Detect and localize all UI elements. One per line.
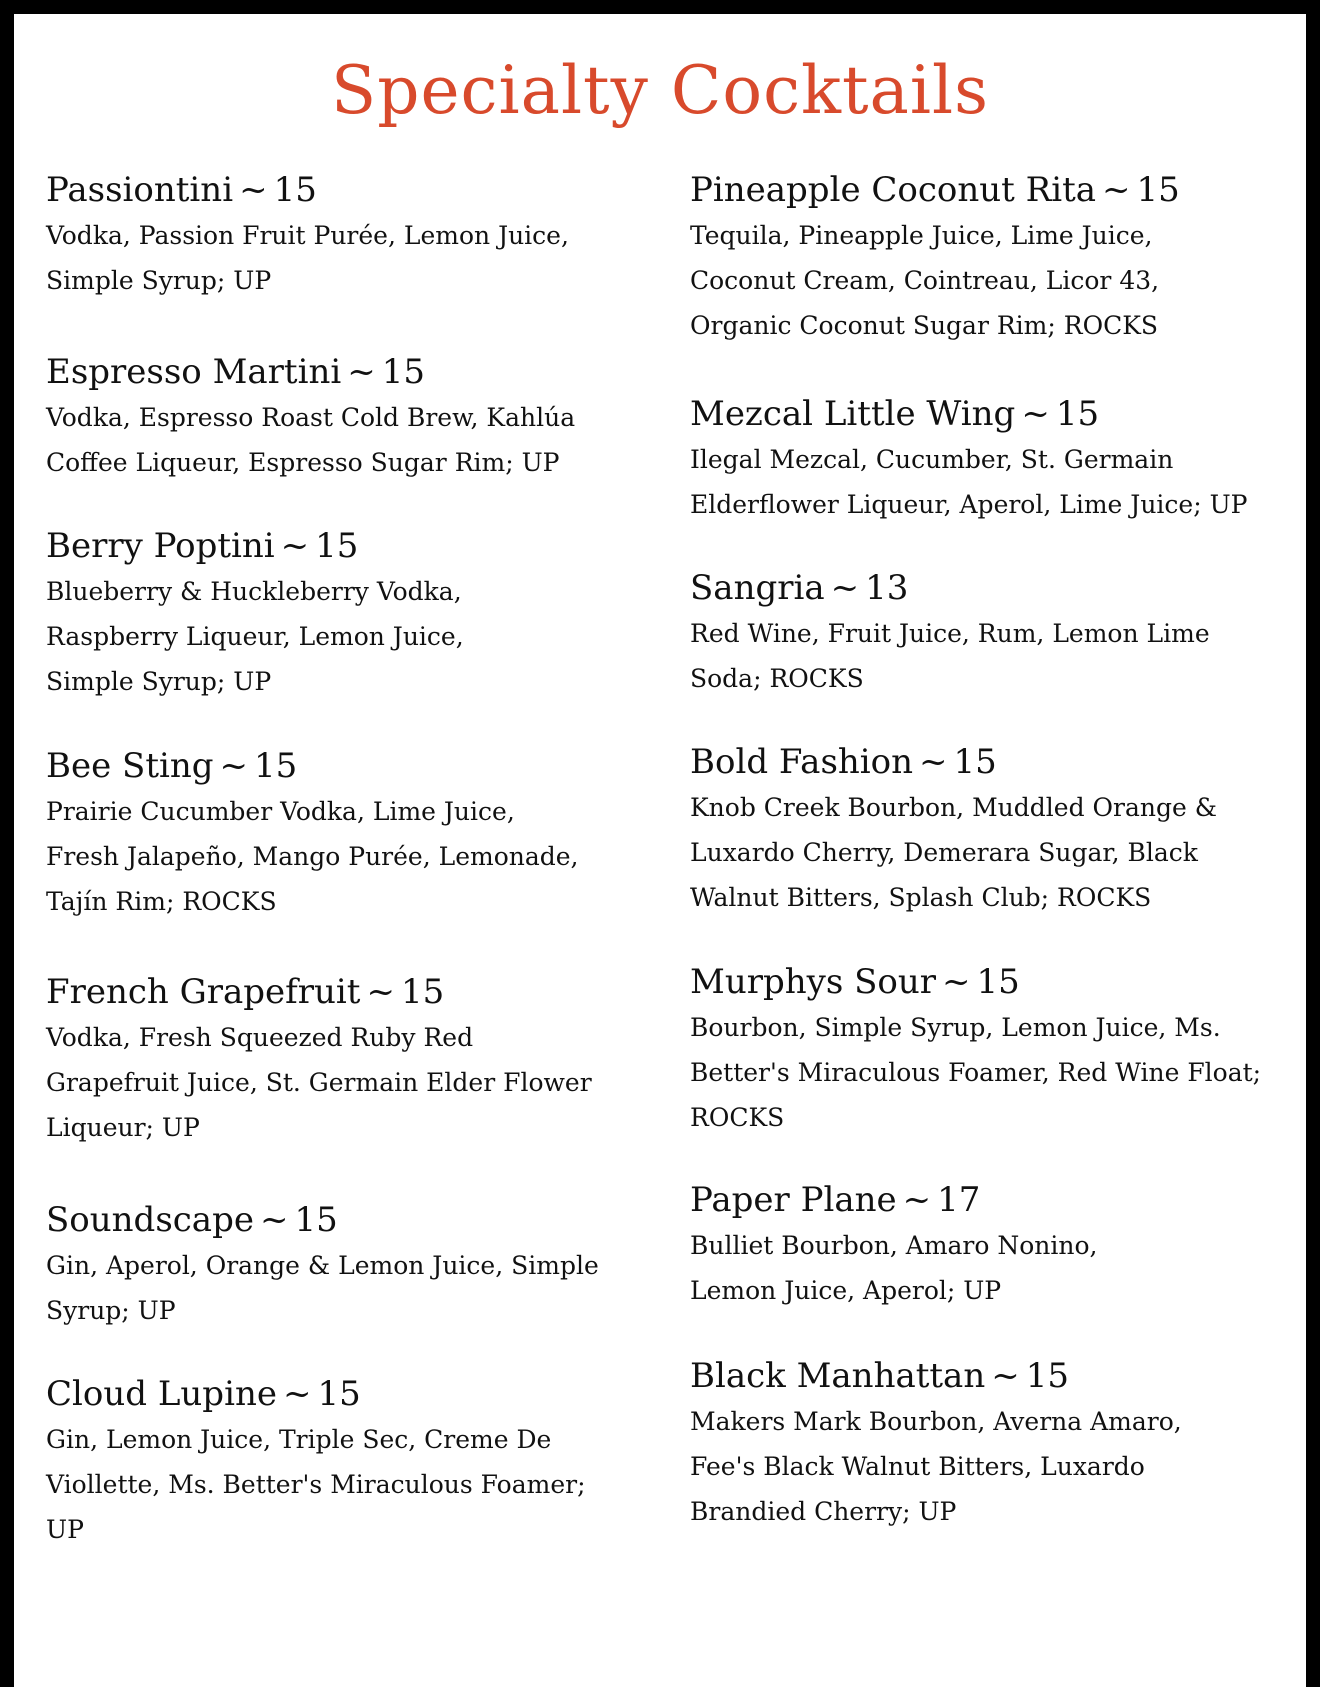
description-line: Tajín Rim; ROCKS (46, 886, 277, 916)
cocktail-name-line: Murphys Sour ~ 15 (690, 962, 1020, 1002)
cocktail-price: 15 (315, 526, 359, 566)
cocktail-item (46, 1374, 666, 1552)
cocktail-description (46, 1015, 666, 1150)
description-line: Raspberry Liqueur, Lemon Juice, (46, 621, 464, 651)
description-line: Fresh Jalapeño, Mango Purée, Lemonade, (46, 841, 579, 871)
cocktail-name: Pineapple Coconut Rita (690, 170, 1097, 210)
cocktail-item (46, 526, 666, 704)
cocktail-description (690, 611, 1306, 701)
cocktail-name: Espresso Martini (46, 352, 342, 392)
cocktail-price: 15 (254, 746, 298, 786)
description-line: Walnut Bitters, Splash Club; ROCKS (690, 882, 1152, 912)
cocktail-name-line: French Grapefruit ~ 15 (46, 972, 445, 1012)
cocktail-name-line: Bee Sting ~ 15 (46, 746, 298, 786)
cocktail-item (690, 170, 1306, 348)
description-line: Knob Creek Bourbon, Muddled Orange & (690, 792, 1217, 822)
cocktail-item (690, 568, 1306, 701)
description-line: Gin, Aperol, Orange & Lemon Juice, Simple (46, 1250, 599, 1280)
cocktail-name: Paper Plane (690, 1180, 897, 1220)
cocktail-price: 15 (1136, 170, 1180, 210)
description-line: Bulliet Bourbon, Amaro Nonino, (690, 1230, 1098, 1260)
cocktail-name-line: Mezcal Little Wing ~ 15 (690, 394, 1100, 434)
cocktail-item (46, 170, 666, 303)
cocktail-price: 15 (1025, 1356, 1069, 1396)
description-line: Grapefruit Juice, St. Germain Elder Flower (46, 1067, 592, 1097)
description-line: ROCKS (690, 1102, 785, 1132)
description-line: Red Wine, Fruit Juice, Rum, Lemon Lime (690, 618, 1210, 648)
cocktail-item (690, 962, 1306, 1140)
cocktail-item (46, 1200, 666, 1333)
cocktail-name-line: Pineapple Coconut Rita ~ 15 (690, 170, 1180, 210)
cocktail-price: 13 (865, 568, 909, 608)
cocktail-name: Sangria (690, 568, 825, 608)
cocktail-name: Cloud Lupine (46, 1374, 277, 1414)
description-line: Brandied Cherry; UP (690, 1496, 957, 1526)
cocktail-name: Passiontini (46, 170, 234, 210)
menu-page (14, 14, 1306, 1687)
description-line: Vodka, Fresh Squeezed Ruby Red (46, 1022, 474, 1052)
cocktail-name-line: Bold Fashion ~ 15 (690, 742, 997, 782)
cocktail-price: 15 (381, 352, 425, 392)
description-line: Bourbon, Simple Syrup, Lemon Juice, Ms. (690, 1012, 1221, 1042)
cocktail-price: 15 (317, 1374, 361, 1414)
cocktail-name-line: Berry Poptini ~ 15 (46, 526, 359, 566)
cocktail-item (46, 972, 666, 1150)
description-line: Organic Coconut Sugar Rim; ROCKS (690, 310, 1159, 340)
description-line: Liqueur; UP (46, 1112, 200, 1142)
cocktail-description (690, 213, 1306, 348)
description-line: Soda; ROCKS (690, 663, 864, 693)
description-line: Viollette, Ms. Better's Miraculous Foamer; (46, 1469, 586, 1499)
cocktail-name-line: Sangria ~ 13 (690, 568, 909, 608)
cocktail-name: Murphys Sour (690, 962, 937, 1002)
cocktail-description (46, 213, 666, 303)
cocktail-price: 15 (273, 170, 317, 210)
cocktail-description (46, 789, 666, 924)
cocktail-item (46, 746, 666, 924)
cocktail-item (690, 1180, 1306, 1313)
description-line: Fee's Black Walnut Bitters, Luxardo (690, 1451, 1145, 1481)
description-line: Gin, Lemon Juice, Triple Sec, Creme De (46, 1424, 552, 1454)
cocktail-name: Black Manhattan (690, 1356, 986, 1396)
cocktail-name-line: Soundscape ~ 15 (46, 1200, 338, 1240)
menu-title: Specialty Cocktails (331, 52, 989, 129)
description-line: Tequila, Pineapple Juice, Lime Juice, (690, 220, 1153, 250)
description-line: Elderflower Liqueur, Aperol, Lime Juice; UP (690, 489, 1248, 519)
cocktail-name: Bee Sting (46, 746, 214, 786)
cocktail-item (690, 394, 1306, 527)
cocktail-description (46, 1417, 666, 1552)
description-line: Coconut Cream, Cointreau, Licor 43, (690, 265, 1160, 295)
description-line: Syrup; UP (46, 1295, 176, 1325)
cocktail-price: 15 (976, 962, 1020, 1002)
description-line: Blueberry & Huckleberry Vodka, (46, 576, 462, 606)
cocktail-price: 15 (400, 972, 445, 1012)
description-line: Ilegal Mezcal, Cucumber, St. Germain (690, 444, 1174, 474)
description-line: Vodka, Passion Fruit Purée, Lemon Juice, (46, 220, 569, 250)
cocktail-item (46, 352, 666, 485)
description-line: Coffee Liqueur, Espresso Sugar Rim; UP (46, 447, 560, 477)
cocktail-description (690, 1399, 1306, 1534)
description-line: Makers Mark Bourbon, Averna Amaro, (690, 1406, 1182, 1436)
cocktail-description (690, 1223, 1306, 1313)
cocktail-price: 15 (1055, 394, 1100, 434)
description-line: Lemon Juice, Aperol; UP (690, 1275, 1002, 1305)
description-line: Simple Syrup; UP (46, 666, 272, 696)
cocktail-price: 17 (937, 1180, 981, 1220)
description-line: Simple Syrup; UP (46, 265, 272, 295)
cocktail-name-line: Passiontini ~ 15 (46, 170, 317, 210)
cocktail-description (46, 569, 666, 704)
cocktail-name-line: Cloud Lupine ~ 15 (46, 1374, 361, 1414)
cocktail-description (690, 437, 1306, 527)
cocktail-name: Bold Fashion (690, 742, 914, 782)
cocktail-description (690, 1005, 1306, 1140)
cocktail-price: 15 (953, 742, 997, 782)
cocktail-item (690, 742, 1306, 920)
description-line: Prairie Cucumber Vodka, Lime Juice, (46, 796, 515, 826)
cocktail-description (46, 1243, 666, 1333)
cocktail-name: French Grapefruit (46, 972, 361, 1012)
cocktail-name: Mezcal Little Wing (690, 394, 1016, 434)
cocktail-description (46, 395, 666, 485)
cocktail-description (690, 785, 1306, 920)
cocktail-name: Berry Poptini (46, 526, 275, 566)
cocktail-name-line: Black Manhattan ~ 15 (690, 1356, 1069, 1396)
description-line: Vodka, Espresso Roast Cold Brew, Kahlúa (46, 402, 576, 432)
cocktail-name: Soundscape (46, 1200, 254, 1240)
cocktail-name-line: Espresso Martini ~ 15 (46, 352, 425, 392)
description-line: UP (46, 1514, 84, 1544)
cocktail-name-line: Paper Plane ~ 17 (690, 1180, 981, 1220)
description-line: Better's Miraculous Foamer, Red Wine Float; (690, 1057, 1262, 1087)
cocktail-item (690, 1356, 1306, 1534)
description-line: Luxardo Cherry, Demerara Sugar, Black (690, 837, 1198, 867)
cocktail-price: 15 (294, 1200, 338, 1240)
